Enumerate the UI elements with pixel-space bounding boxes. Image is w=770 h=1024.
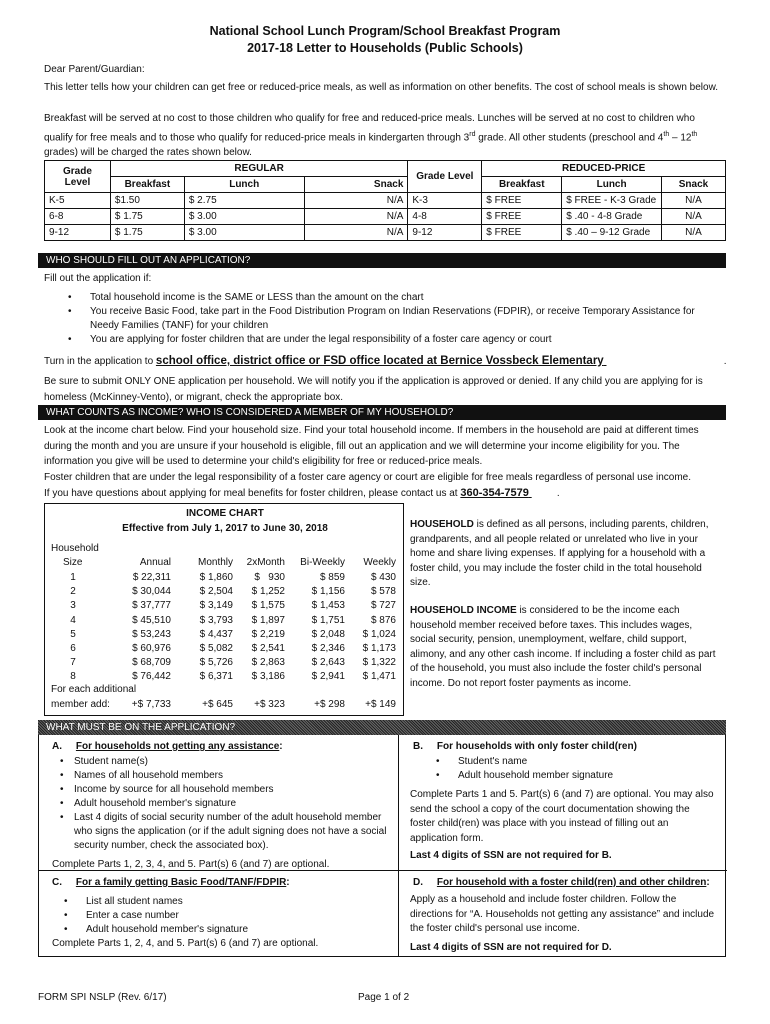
section-b-bullets	[436, 755, 716, 783]
grade-level-header: Grade Level	[45, 161, 111, 193]
weekly-cell: $ 1,471	[362, 671, 396, 683]
section-d-title: For household with a foster child(ren) and other children	[436, 877, 707, 888]
grade-cell: 6-8	[45, 209, 111, 225]
grade-cell: 9-12	[408, 225, 482, 241]
biweekly-cell: $ 2,048	[311, 628, 345, 640]
list-item: • Student's name	[436, 755, 716, 769]
list-item: • List all student names	[64, 895, 384, 909]
list-item: • Adult household member signature	[436, 769, 716, 783]
breakfast-cell: $1.50	[110, 193, 184, 209]
regular-header: REGULAR	[110, 161, 407, 177]
section-d-letter: D.	[413, 877, 423, 888]
section-b-paragraph: Complete Parts 1 and 5. Part(s) 6 (and 7) are optional. You may also send the school a copy of the court documentation showing the foster child(ren) was place with you instead of filling out an application form.	[410, 789, 714, 844]
section-c-letter: C.	[52, 877, 62, 888]
twice-monthly-cell: $ 2,863	[251, 657, 285, 669]
lunch-cell: $ .40 - 4-8 Grade	[562, 209, 662, 225]
lunch-cell: $ FREE - K-3 Grade	[562, 193, 662, 209]
snack-cell: N/A	[304, 209, 408, 225]
income-chart-subtitle: Effective from July 1, 2017 to June 30, 2018	[122, 523, 328, 534]
grade-cell: 4-8	[408, 209, 482, 225]
annual-header: Annual	[139, 557, 171, 568]
foster-phone: 360-354-7579	[460, 487, 529, 499]
weekly-cell: $ 1,322	[362, 657, 396, 669]
section-b-title: For households with only foster child(ren)	[436, 741, 637, 752]
list-item: • Adult household member's signature	[60, 797, 400, 811]
breakfast-cell: $ 1.75	[110, 209, 184, 225]
title-line-1: National School Lunch Program/School Breakfast Program	[209, 24, 561, 38]
section-c-bullets	[64, 895, 384, 937]
monthly-cell: $ 1,860	[199, 572, 233, 583]
annual-cell: $ 76,442	[132, 671, 171, 683]
section-a-title: For households not getting any assistance	[75, 741, 280, 752]
biweekly-cell: $ 859	[319, 572, 345, 583]
section-c-colon: :	[286, 877, 290, 888]
income-def-term: HOUSEHOLD INCOME	[410, 605, 517, 616]
monthly-cell: $ 5,082	[199, 643, 233, 654]
section-d-heading	[413, 877, 710, 888]
size-cell: 1	[70, 572, 76, 583]
size-cell: 3	[70, 600, 76, 612]
biweekly-cell: $ 1,156	[311, 586, 345, 598]
list-item: • You are applying for foster children that are under the legal responsibility of a foster care agency or court	[68, 333, 718, 347]
biweekly-cell: $ 1,751	[311, 614, 345, 626]
grade-level-header-2: Grade Level	[408, 161, 482, 193]
section-d-paragraph: Apply as a household and include foster children. Follow the directions for “A. Households not getting any assistance” and include the foster child's personal use income.	[410, 894, 715, 934]
additional-label-2: member add:	[51, 699, 110, 710]
weekly-cell: $ 430	[370, 572, 396, 583]
fill-out-if: Fill out the application if:	[44, 273, 152, 284]
additional-annual: +$ 7,733	[131, 699, 171, 710]
table-row	[45, 586, 405, 600]
weekly-cell: $ 876	[370, 614, 396, 626]
income-definition	[410, 604, 716, 691]
size-cell: 4	[70, 614, 76, 626]
footer-form-id: FORM SPI NSLP (Rev. 6/17)	[38, 992, 167, 1003]
income-chart-additional-row	[45, 699, 405, 713]
household-def-term: HOUSEHOLD	[410, 519, 474, 530]
snack-cell: N/A	[304, 225, 408, 241]
section-c-complete: Complete Parts 1, 2, 4, and 5. Part(s) 6 (and 7) are optional.	[52, 938, 319, 949]
list-item: • Names of all household members	[60, 769, 400, 783]
additional-weekly: +$ 149	[365, 699, 396, 710]
table-row	[45, 572, 405, 586]
annual-cell: $ 60,976	[132, 643, 171, 654]
biweekly-cell: $ 1,453	[311, 600, 345, 612]
annual-cell: $ 45,510	[132, 614, 171, 626]
list-item: • You receive Basic Food, take part in the Food Distribution Program on Indian Reservations (FDPIR), or receive Temporary Assistance for Needy Families (TANF) for your children	[68, 305, 718, 333]
monthly-cell: $ 3,793	[199, 614, 233, 626]
twice-monthly-header: 2xMonth	[246, 557, 285, 568]
section-header-income: WHAT COUNTS AS INCOME? WHO IS CONSIDERED A MEMBER OF MY HOUSEHOLD?	[38, 405, 726, 420]
twice-monthly-cell: $ 1,252	[251, 586, 285, 598]
weekly-cell: $ 1,024	[362, 628, 396, 640]
foster-paragraph: Foster children that are under the legal responsibility of a foster care agency or court are eligible for free meals regardless of personal use income.	[44, 472, 692, 483]
lunch-cell: $ 2.75	[184, 193, 304, 209]
submit-paragraph: Be sure to submit ONLY ONE application per household. We will notify you if the application is approved or denied. If any child you are applying for is homeless (McKinney-Vento), or migrant, check the appropriate box.	[44, 376, 703, 403]
household-label: Household	[51, 543, 99, 554]
lunch-cell: $ 3.00	[184, 209, 304, 225]
twice-monthly-cell: $ 3,186	[251, 671, 285, 683]
table-row	[45, 643, 405, 657]
rates-row	[45, 209, 726, 225]
breakfast-col-header: Breakfast	[110, 177, 184, 193]
section-c-title: For a family getting Basic Food/TANF/FDPIR	[75, 877, 287, 888]
section-header-application: WHAT MUST BE ON THE APPLICATION?	[38, 720, 726, 735]
lunch-col-header: Lunch	[184, 177, 304, 193]
biweekly-cell: $ 2,346	[311, 643, 345, 654]
list-item: • Income by source for all household members	[60, 783, 400, 797]
lunch-col-header-2: Lunch	[562, 177, 662, 193]
income-chart-title: INCOME CHART	[186, 508, 264, 519]
annual-cell: $ 37,777	[132, 600, 171, 612]
twice-monthly-cell: $ 1,897	[251, 614, 285, 626]
twice-monthly-cell: $ 2,219	[251, 628, 285, 640]
biweekly-header: Bi-Weekly	[300, 557, 345, 568]
title-line-2: 2017-18 Letter to Households (Public Schools)	[247, 41, 523, 55]
monthly-cell: $ 3,149	[199, 600, 233, 612]
size-cell: 7	[70, 657, 76, 669]
section-b-letter: B.	[413, 741, 423, 752]
section-header-who-should-apply: WHO SHOULD FILL OUT AN APPLICATION?	[38, 253, 726, 268]
section-d-ssn: Last 4 digits of SSN are not required for D.	[410, 942, 612, 953]
list-item: • Enter a case number	[64, 909, 384, 923]
size-cell: 5	[70, 628, 76, 640]
section-b-heading	[413, 741, 637, 752]
list-item: • Adult household member's signature	[64, 923, 384, 937]
list-item: • Student name(s)	[60, 755, 400, 769]
biweekly-cell: $ 2,941	[311, 671, 345, 683]
income-paragraph: Look at the income chart below. Find your household size. Find your total household income. If members in the household are paid at different times during the month and you are unsure if your household is eligible, fill out an application and we will determine your income eligibility for you. The information you give will be used to determine your child's eligibility for free or reduced-price meals.	[44, 425, 699, 467]
section-a-heading	[52, 741, 283, 752]
reduced-price-header: REDUCED-PRICE	[482, 161, 726, 177]
twice-monthly-cell: $ 1,575	[251, 600, 285, 612]
fill-out-bullets	[68, 291, 718, 347]
grade-cell: 9-12	[45, 225, 111, 241]
annual-cell: $ 30,044	[132, 586, 171, 598]
snack-cell: N/A	[662, 193, 726, 209]
size-label: Size	[63, 557, 83, 568]
weekly-cell: $ 727	[370, 600, 396, 612]
household-definition	[410, 518, 716, 591]
rates-row	[45, 193, 726, 209]
weekly-cell: $ 578	[370, 586, 396, 598]
foster-contact-line: If you have questions about applying for meal benefits for foster children, please contact us at 360-354-7579 .	[44, 487, 560, 499]
monthly-cell: $ 6,371	[199, 671, 233, 683]
snack-cell: N/A	[662, 225, 726, 241]
weekly-cell: $ 1,173	[362, 643, 396, 654]
grade-cell: K-3	[408, 193, 482, 209]
size-cell: 6	[70, 643, 76, 654]
annual-cell: $ 68,709	[132, 657, 171, 669]
list-item: • Total household income is the SAME or LESS than the amount on the chart	[68, 291, 718, 305]
size-cell: 8	[70, 671, 76, 683]
snack-cell: N/A	[662, 209, 726, 225]
intro-paragraph: This letter tells how your children can get free or reduced-price meals, as well as information on other benefits. The cost of school meals is shown below.	[44, 82, 719, 93]
size-cell: 2	[70, 586, 76, 598]
breakfast-cell: $ FREE	[482, 209, 562, 225]
twice-monthly-cell: $ 2,541	[251, 643, 285, 654]
monthly-cell: $ 5,726	[199, 657, 233, 669]
weekly-header: Weekly	[363, 557, 396, 568]
breakfast-col-header-2: Breakfast	[482, 177, 562, 193]
annual-cell: $ 22,311	[132, 572, 171, 583]
monthly-cell: $ 4,437	[199, 628, 233, 640]
breakfast-cell: $ 1.75	[110, 225, 184, 241]
footer-page-number: Page 1 of 2	[358, 992, 410, 1003]
turn-in-location: school office, district office or FSD office located at Bernice Vossbeck Elementary	[155, 355, 604, 367]
lunch-cell: $ 3.00	[184, 225, 304, 241]
section-b-ssn: Last 4 digits of SSN are not required for B.	[410, 850, 612, 861]
foster-contact-prefix: If you have questions about applying for meal benefits for foster children, please contact us at	[44, 488, 458, 499]
income-def-text: is considered to be the income each household member received before taxes. This includes wages, social security, pension, unemployment, welfare, child support, alimony, and any other cash income. If including a foster child as part of the household, you must also include the foster child's personal income. Do not report foster payments as income.	[410, 605, 716, 689]
additional-twice-monthly: +$ 323	[254, 699, 285, 710]
twice-monthly-cell: $ 930	[254, 572, 285, 583]
biweekly-cell: $ 2,643	[311, 657, 345, 669]
section-d-colon: :	[706, 877, 710, 888]
table-row	[45, 600, 405, 614]
snack-col-header-2: Snack	[662, 177, 726, 193]
section-c-heading	[52, 877, 290, 888]
monthly-cell: $ 2,504	[199, 586, 233, 598]
grade-cell: K-5	[45, 193, 111, 209]
breakfast-paragraph: Breakfast will be served at no cost to those children who qualify for free and reduced-price meals. Lunches will be served at no cost to children who qualify for free meals and to those who qualify for reduced-price meals in kindergarten through 3rd grade. All other students (preschool and 4th – 12th grades) will be charged the rates shown below.	[44, 113, 698, 159]
annual-cell: $ 53,243	[132, 628, 171, 640]
table-row	[45, 615, 405, 629]
section-a-complete: Complete Parts 1, 2, 3, 4, and 5. Part(s) 6 (and 7) are optional.	[52, 859, 330, 870]
section-a-bullets	[60, 755, 400, 853]
monthly-header: Monthly	[197, 557, 233, 568]
greeting: Dear Parent/Guardian:	[44, 64, 145, 75]
lunch-cell: $ .40 – 9-12 Grade	[562, 225, 662, 241]
income-chart	[44, 503, 404, 716]
income-chart-header-row	[45, 557, 405, 571]
additional-monthly: +$ 645	[202, 699, 233, 710]
snack-col-header: Snack	[304, 177, 408, 193]
additional-label-1: For each additional	[51, 684, 137, 695]
rates-row	[45, 225, 726, 241]
breakfast-cell: $ FREE	[482, 193, 562, 209]
table-row	[45, 629, 405, 643]
turn-in-prefix: Turn in the application to	[44, 356, 154, 367]
meal-rates-table	[44, 160, 726, 241]
section-a-colon: :	[279, 741, 283, 752]
breakfast-cell: $ FREE	[482, 225, 562, 241]
household-def-text: is defined as all persons, including parents, children, grandparents, and all people related or unrelated who live in your home and share living expenses. If applying for a household with a foster child, you may include the foster child in the total household size.	[410, 519, 709, 588]
additional-biweekly: +$ 298	[314, 699, 345, 710]
section-a-letter: A.	[52, 741, 62, 752]
snack-cell: N/A	[304, 193, 408, 209]
table-row	[45, 657, 405, 671]
list-item: • Last 4 digits of social security number of the adult household member who signs the application (or if the adult signing does not have a social security number, check the associated box).	[60, 811, 400, 853]
turn-in-line: Turn in the application to school office, district office or FSD office located at Bernice Vossbeck Elementary .	[44, 355, 727, 367]
